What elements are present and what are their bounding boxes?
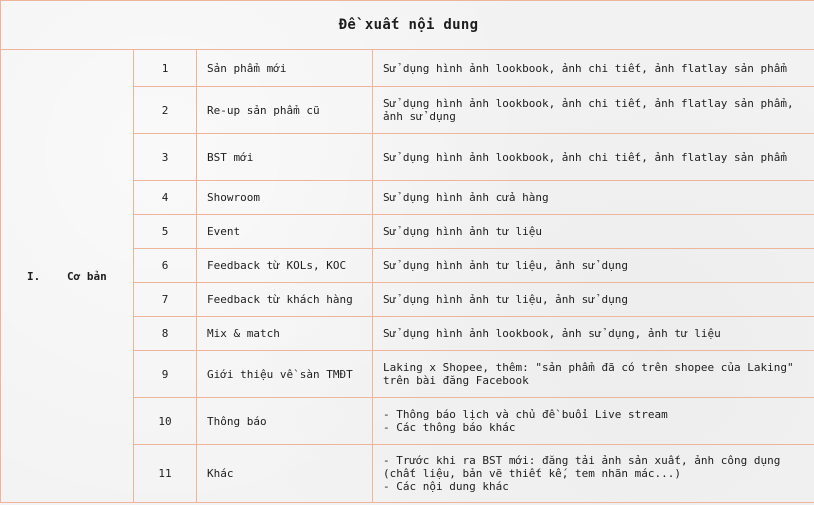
row-number: 3 xyxy=(134,134,197,181)
row-number: 5 xyxy=(134,215,197,249)
topic-cell: Mix & match xyxy=(197,317,373,351)
content-cell xyxy=(373,181,814,215)
row-number: 10 xyxy=(134,398,197,445)
row-number: 4 xyxy=(134,181,197,215)
row-number: 2 xyxy=(134,87,197,134)
content-cell xyxy=(373,50,814,87)
content-cell xyxy=(373,249,814,283)
table-title: Đề xuất nội dung xyxy=(1,1,814,50)
content-line: Sử dụng hình ảnh tư liệu, ảnh sử dụng xyxy=(383,293,629,306)
topic-cell: Khác xyxy=(197,445,373,503)
topic-cell: Showroom xyxy=(197,181,373,215)
topic-cell: Event xyxy=(197,215,373,249)
content-cell xyxy=(373,317,814,351)
topic-cell: Feedback từ khách hàng xyxy=(197,283,373,317)
content-cell xyxy=(373,398,814,445)
content-line: - Các nội dung khác xyxy=(383,480,509,493)
row-number: 7 xyxy=(134,283,197,317)
content-line: Sử dụng hình ảnh lookbook, ảnh chi tiết, ảnh flatlay sản phẩm, ảnh sử dụng xyxy=(383,97,794,123)
section-number: I. xyxy=(27,269,41,283)
content-cell xyxy=(373,87,814,134)
topic-cell: Feedback từ KOLs, KOC xyxy=(197,249,373,283)
row-number: 11 xyxy=(134,445,197,503)
row-number: 6 xyxy=(134,249,197,283)
topic-cell: Giới thiệu về sàn TMĐT xyxy=(197,351,373,398)
content-line: Sử dụng hình ảnh cửa hàng xyxy=(383,191,549,204)
content-line: Sử dụng hình ảnh lookbook, ảnh chi tiết, ảnh flatlay sản phẩm xyxy=(383,61,787,75)
topic-cell: Re-up sản phẩm cũ xyxy=(197,87,373,134)
content-line: Sử dụng hình ảnh lookbook, ảnh sử dụng, ảnh tư liệu xyxy=(383,327,721,340)
content-cell xyxy=(373,134,814,181)
section-label: Cơ bản xyxy=(67,269,107,283)
topic-cell: Thông báo xyxy=(197,398,373,445)
row-number: 1 xyxy=(134,50,197,87)
row-number: 9 xyxy=(134,351,197,398)
topic-cell: BST mới xyxy=(197,134,373,181)
content-line: - Trước khi ra BST mới: đăng tải ảnh sản xuất, ảnh công dụng (chất liệu, bản vẽ thiết kế, tem nhãn mác...) xyxy=(383,454,781,480)
content-cell xyxy=(373,283,814,317)
content-line: - Các thông báo khác xyxy=(383,421,516,434)
content-line: Sử dụng hình ảnh tư liệu xyxy=(383,225,542,238)
content-line: - Thông báo lịch và chủ đề buổi Live stream xyxy=(383,408,668,421)
table-row xyxy=(1,50,814,87)
topic-cell: Sản phẩm mới xyxy=(197,50,373,87)
section-cell xyxy=(1,50,134,503)
content-line: Sử dụng hình ảnh lookbook, ảnh chi tiết, ảnh flatlay sản phẩm xyxy=(383,150,787,164)
content-line: Sử dụng hình ảnh tư liệu, ảnh sử dụng xyxy=(383,259,629,272)
content-line: Laking x Shopee, thêm: "sản phẩm đã có trên shopee của Laking" trên bài đăng Facebook xyxy=(383,361,794,387)
content-cell xyxy=(373,215,814,249)
content-cell xyxy=(373,351,814,398)
row-number: 8 xyxy=(134,317,197,351)
content-cell xyxy=(373,445,814,503)
title-row xyxy=(1,1,814,50)
